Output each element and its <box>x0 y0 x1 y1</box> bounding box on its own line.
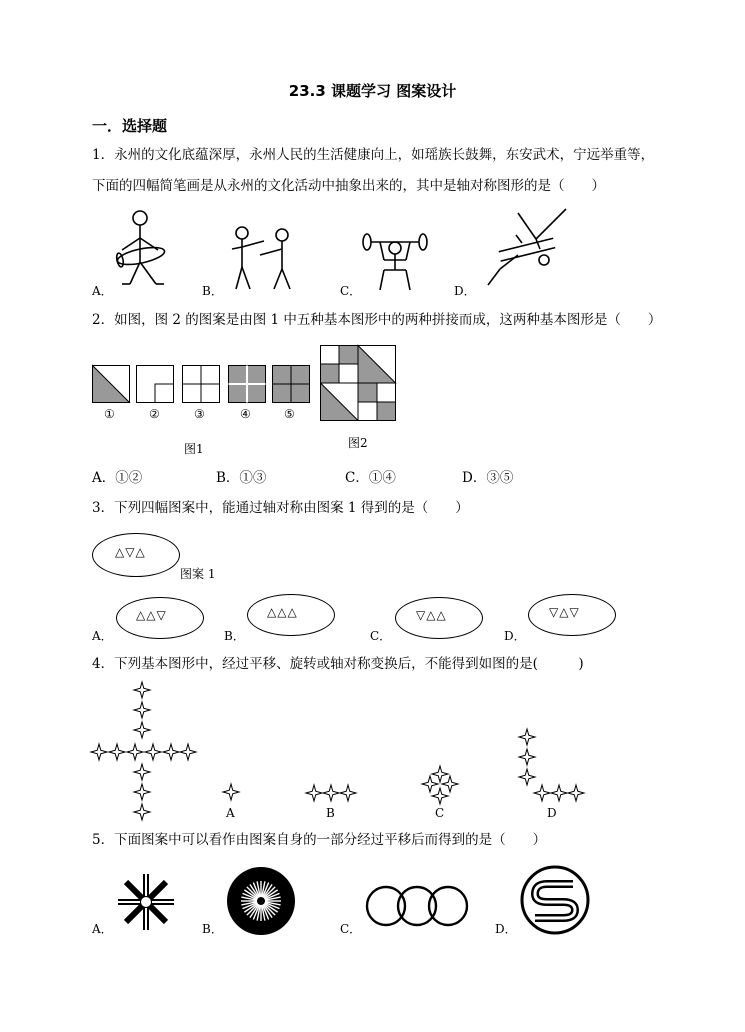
q4-c-star <box>442 776 458 792</box>
q2-tile-label-4: ④ <box>240 407 251 421</box>
q3-option-c-shapes: ▽△△ <box>416 608 447 622</box>
q3-pattern-1-label: 图案 1 <box>180 567 216 581</box>
q4-d-star <box>519 769 535 785</box>
q5-figure-c <box>365 884 470 928</box>
q4-d-star <box>551 785 567 801</box>
q4-main-star <box>134 722 150 738</box>
q1-text-line2: 下面的四幅简笔画是从永州的文化活动中抽象出来的，其中是轴对称图形的是（ ） <box>92 178 605 194</box>
q4-d-star <box>534 785 550 801</box>
q4-c-star <box>432 788 448 804</box>
q2-text: 2．如图，图 2 的图案是由图 1 中五种基本图形中的两种拼接而成，这两种基本图形是（ ） <box>92 312 662 328</box>
q4-main-star <box>134 764 150 780</box>
q3-option-b-shapes: △△△ <box>267 605 298 619</box>
section-heading: 一．选择题 <box>92 117 168 135</box>
q4-main-star <box>134 804 150 820</box>
q3-option-c: C． <box>370 629 392 643</box>
q5-option-c: C． <box>340 922 362 936</box>
q2-option-b: B．①③ <box>216 470 267 486</box>
q4-main-star <box>134 682 150 698</box>
q4-d-star <box>519 729 535 745</box>
q4-main-star <box>134 784 150 800</box>
q2-tile-label-5: ⑤ <box>284 407 295 421</box>
page-title: 23.3 课题学习 图案设计 <box>288 82 457 100</box>
q3-pattern-1-shapes: △▽△ <box>115 545 146 559</box>
q2-tile-label-1: ① <box>104 407 115 421</box>
q2-tile-label-2: ② <box>149 407 160 421</box>
q5-figure-b <box>226 866 296 936</box>
q5-option-b: B． <box>202 922 223 936</box>
q4-b-star <box>323 785 339 801</box>
q2-tile-label-3: ③ <box>194 407 205 421</box>
q4-option-c: C <box>435 806 445 820</box>
q1-text-line1: 1．永州的文化底蕴深厚，永州人民的生活健康向上，如瑶族长鼓舞，东安武术，宁远举重等， <box>92 147 655 163</box>
q3-option-a: A． <box>92 629 113 643</box>
q3-option-b: B． <box>224 629 245 643</box>
q2-figure-1-caption: 图1 <box>184 442 204 456</box>
q4-d-star <box>568 785 584 801</box>
q3-option-a-shapes: △△▽ <box>136 608 167 622</box>
q4-option-b: B <box>326 806 335 820</box>
q4-option-d: D <box>547 806 557 820</box>
q4-option-a: A <box>226 806 235 820</box>
q2-option-d: D．③⑤ <box>462 470 514 486</box>
q1-option-c: C． <box>340 284 362 298</box>
q4-text: 4．下列基本图形中，经过平移、旋转或轴对称变换后，不能得到如图的是( ) <box>92 656 584 672</box>
q5-option-a: A． <box>92 922 113 936</box>
q4-main-star <box>91 744 107 760</box>
q4-b-star <box>340 785 356 801</box>
q2-figure-2-caption: 图2 <box>348 436 368 450</box>
q2-option-a: A．①② <box>92 470 143 486</box>
q4-main-star <box>134 702 150 718</box>
q4-main-star <box>163 744 179 760</box>
q2-option-c: C．①④ <box>345 470 396 486</box>
q5-text: 5．下面图案中可以看作由图案自身的一部分经过平移后而得到的是（ ） <box>92 832 547 848</box>
q3-option-d-shapes: ▽△▽ <box>549 605 580 619</box>
q4-main-star <box>145 744 161 760</box>
q1-option-a: A． <box>92 284 113 298</box>
q4-main-star <box>109 744 125 760</box>
q1-option-b: B． <box>202 284 223 298</box>
q4-a-star <box>223 784 239 800</box>
q4-c-star <box>422 776 438 792</box>
q4-main-star <box>180 744 196 760</box>
q5-figure-a <box>114 870 178 934</box>
q4-c-star <box>432 766 448 782</box>
q4-d-star <box>519 749 535 765</box>
q4-main-star <box>127 744 143 760</box>
q3-option-d: D． <box>504 629 526 643</box>
q5-option-d: D． <box>495 922 517 936</box>
q3-text: 3．下列四幅图案中，能通过轴对称由图案 1 得到的是（ ） <box>92 500 469 516</box>
q4-b-star <box>306 785 322 801</box>
q1-option-d: D． <box>454 284 476 298</box>
q5-figure-d <box>519 864 591 936</box>
